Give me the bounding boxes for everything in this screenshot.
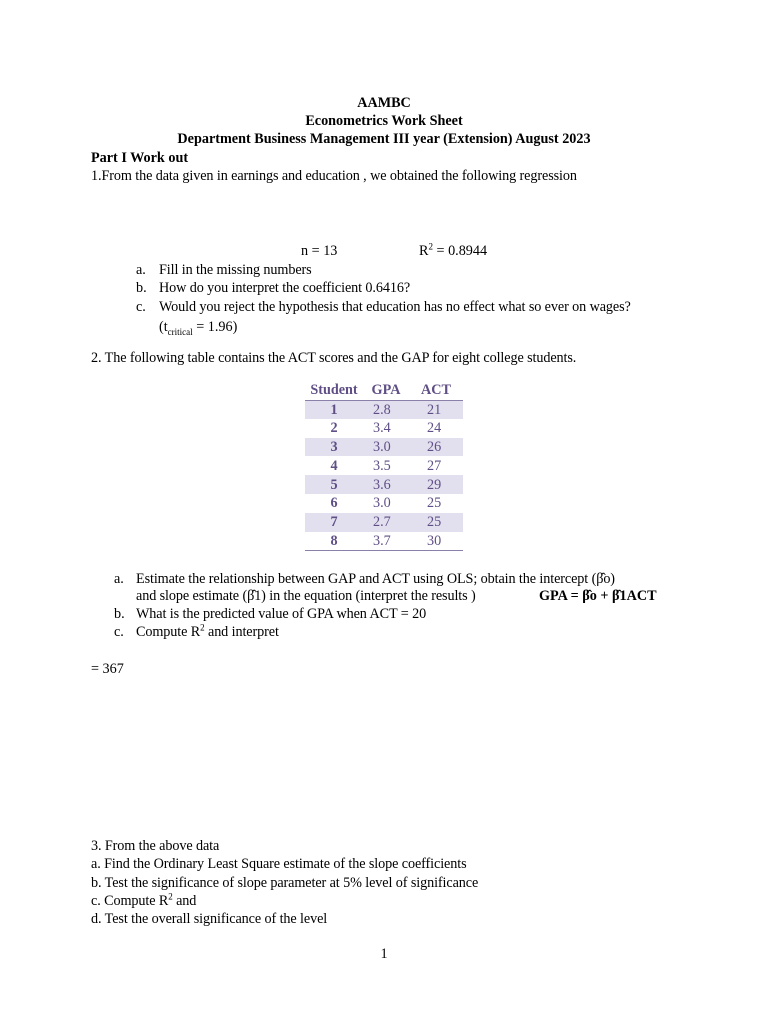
table-cell-act: 27 <box>427 457 442 474</box>
table-header-act: ACT <box>409 380 463 400</box>
table-cell-gpa: 3.0 <box>373 495 391 512</box>
table-cell-student: 3 <box>305 438 363 457</box>
table-cell-student: 4 <box>330 457 338 474</box>
table-row <box>305 438 463 457</box>
q2-intro: 2. The following table contains the ACT scores and the GAP for eight college students. <box>91 350 577 366</box>
q3-item-b: b. Test the significance of slope parameter at 5% level of significance <box>91 875 479 891</box>
table-row <box>305 456 463 475</box>
table-row <box>305 494 463 513</box>
table-cell-student: 7 <box>305 513 363 532</box>
q3-item-d: d. Test the overall significance of the level <box>91 911 328 927</box>
doc-title-department: Department Business Management III year (Extension) August 2023 <box>177 131 591 147</box>
q3-item-c: c. Compute $R^2$ and <box>91 891 197 909</box>
table-cell-gpa: 3.5 <box>373 457 391 474</box>
table-cell-student: 2 <box>330 420 338 437</box>
table-header-gpa: GPA <box>363 380 409 400</box>
q2-item-a-line1: Estimate the relationship between GAP and ACT using OLS; obtain the intercept (β̂o) <box>136 571 615 587</box>
table-row <box>305 513 463 532</box>
table-row <box>305 400 463 419</box>
table-cell-student: 5 <box>305 475 363 494</box>
stray-value: = 367 <box>91 661 124 677</box>
q1-item-c: Would you reject the hypothesis that education has no effect what so ever on wages? <box>159 299 631 315</box>
table-cell-act: 21 <box>409 400 463 419</box>
table-cell-gpa: 3.0 <box>363 438 409 457</box>
q1-t-critical: $(t_{critical} = 1.96)$ <box>159 319 238 337</box>
q2-item-c-marker: c. <box>114 624 124 640</box>
doc-title-sheet: Econometrics Work Sheet <box>305 113 463 129</box>
table-row <box>305 475 463 494</box>
table-cell-act: 25 <box>409 513 463 532</box>
q3-intro: 3. From the above data <box>91 838 220 854</box>
table-row <box>305 532 463 551</box>
q2-item-b-marker: b. <box>114 606 125 622</box>
table-cell-act: 26 <box>409 438 463 457</box>
q1-r2-stat: $R^2 = 0.8944$ <box>419 241 488 259</box>
table-cell-student: 8 <box>330 532 338 549</box>
q1-n-stat: n = 13 <box>301 243 338 259</box>
q1-item-a: Fill in the missing numbers <box>159 262 312 278</box>
q2-item-c: Compute $R^2$ and interpret <box>136 622 279 640</box>
table-cell-gpa: 2.8 <box>363 400 409 419</box>
table-cell-student: 1 <box>305 400 363 419</box>
table-header-student: Student <box>305 380 363 400</box>
table-cell-act: 29 <box>409 475 463 494</box>
table-row <box>305 419 463 438</box>
table-header-row <box>305 380 463 400</box>
table-cell-gpa: 3.6 <box>363 475 409 494</box>
q3-item-a: a. Find the Ordinary Least Square estimate of the slope coefficients <box>91 856 467 872</box>
q2-equation: GPA = β̂o + β̂1ACT <box>539 588 657 604</box>
doc-title-org: AAMBC <box>357 95 411 111</box>
table-cell-gpa: 3.7 <box>373 532 391 549</box>
table-cell-gpa: 2.7 <box>363 513 409 532</box>
q1-item-b: How do you interpret the coefficient 0.6416? <box>159 280 411 296</box>
part1-heading: Part I Work out <box>91 150 189 166</box>
table-cell-student: 6 <box>330 495 338 512</box>
table-cell-gpa: 3.4 <box>373 420 391 437</box>
q1-item-c-marker: c. <box>136 299 146 315</box>
page-number: 1 <box>380 946 388 962</box>
q2-item-a-marker: a. <box>114 571 124 587</box>
q2-item-b: What is the predicted value of GPA when ACT = 20 <box>136 606 427 622</box>
q1-item-a-marker: a. <box>136 262 146 278</box>
table-cell-act: 25 <box>427 495 442 512</box>
q2-item-a-line2: and slope estimate (β̂1) in the equation (interpret the results ) <box>136 588 476 604</box>
table-cell-act: 24 <box>427 420 442 437</box>
table-cell-act: 30 <box>427 532 442 549</box>
q1-intro: 1.From the data given in earnings and education , we obtained the following regression <box>91 168 577 184</box>
gpa-act-table <box>305 380 463 551</box>
q1-item-b-marker: b. <box>136 280 147 296</box>
